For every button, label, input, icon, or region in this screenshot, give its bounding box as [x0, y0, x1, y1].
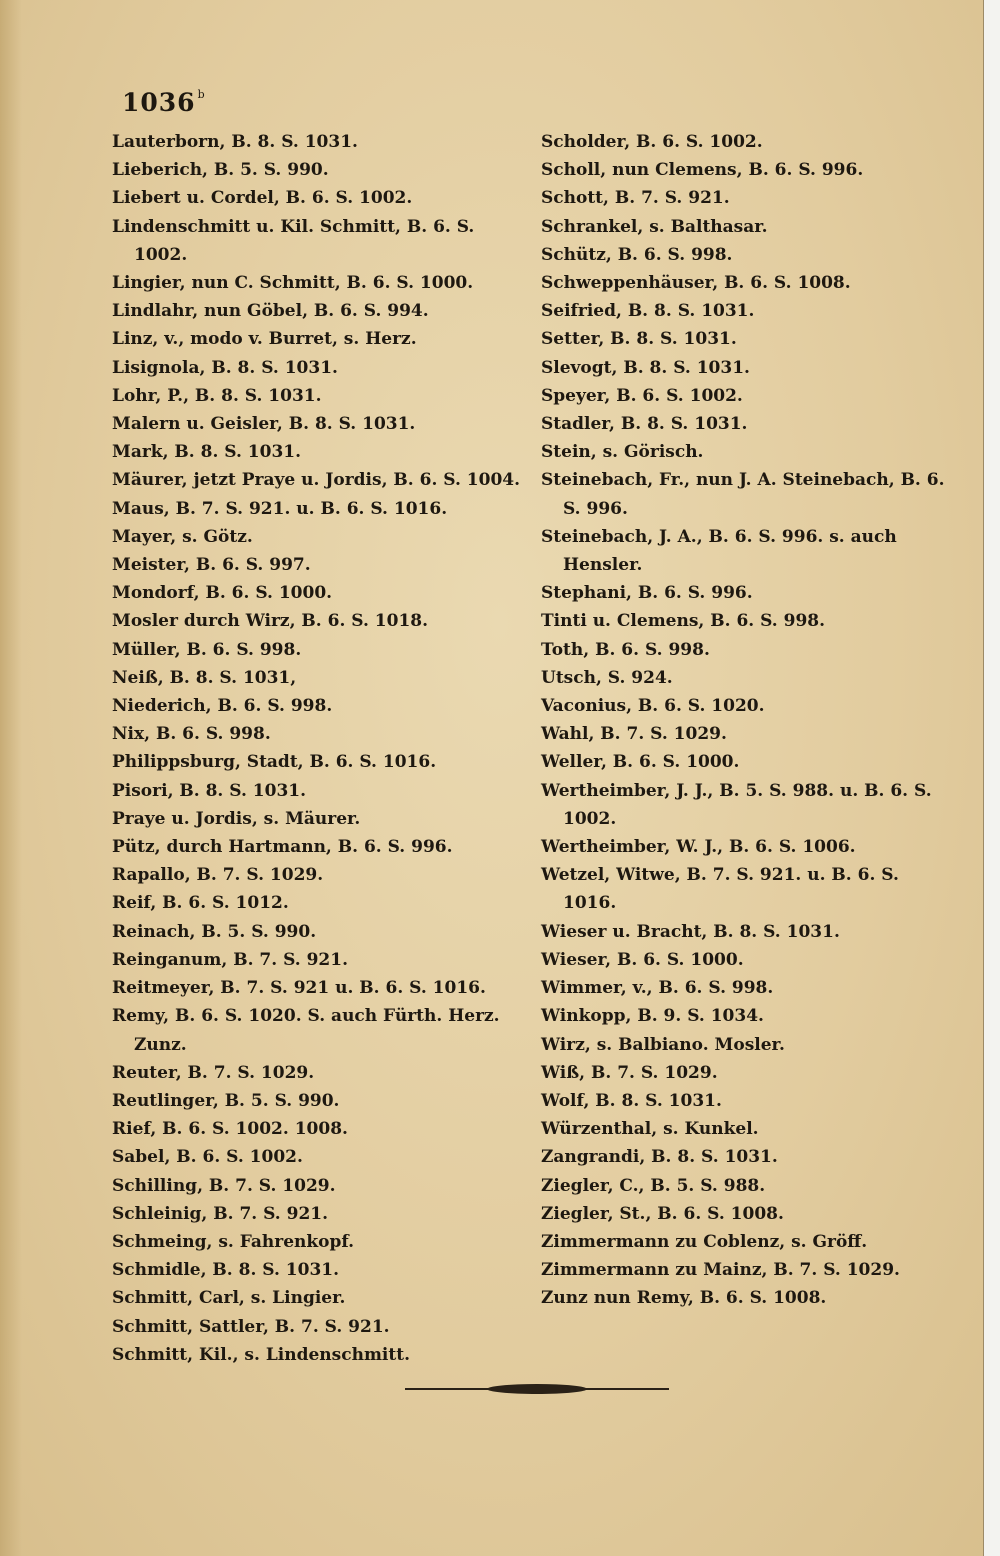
index-entry: Lingier, nun C. Schmitt, B. 6. S. 1000. [112, 273, 474, 294]
index-entry: Wimmer, v., B. 6. S. 998. [541, 978, 774, 999]
index-entry: Schmitt, Kil., s. Lindenschmitt. [112, 1344, 411, 1365]
index-entry: Stephani, B. 6. S. 996. [541, 583, 753, 604]
index-entry: Schott, B. 7. S. 921. [541, 188, 730, 209]
index-entry: Philippsburg, Stadt, B. 6. S. 1016. [112, 752, 437, 773]
rule-ornament [487, 1384, 587, 1394]
index-entry: Wahl, B. 7. S. 1029. [541, 724, 727, 745]
index-entry: Mondorf, B. 6. S. 1000. [112, 583, 333, 604]
page-number-suffix: b [197, 88, 206, 101]
index-entry: Wieser, B. 6. S. 1000. [541, 949, 744, 970]
index-entry: Toth, B. 6. S. 998. [541, 639, 710, 660]
index-entry: Schmitt, Sattler, B. 7. S. 921. [112, 1316, 390, 1337]
index-entry: Slevogt, B. 8. S. 1031. [541, 357, 750, 378]
index-entry: Wieser u. Bracht, B. 8. S. 1031. [541, 921, 840, 942]
index-entry: Steinebach, J. A., B. 6. S. 996. s. auch Hensler. [541, 526, 897, 576]
index-entry: Ziegler, St., B. 6. S. 1008. [541, 1203, 784, 1224]
index-column-right [541, 128, 946, 1313]
index-entry: Speyer, B. 6. S. 1002. [541, 385, 743, 406]
ornamental-rule [405, 1384, 669, 1394]
page-number-value: 1036 [122, 88, 196, 117]
index-entry: Schmidle, B. 8. S. 1031. [112, 1260, 340, 1281]
index-entry: Schleinig, B. 7. S. 921. [112, 1203, 329, 1224]
index-entry: Malern u. Geisler, B. 8. S. 1031. [112, 414, 416, 435]
index-entry: Schweppenhäuser, B. 6. S. 1008. [541, 273, 851, 294]
index-entry: Rief, B. 6. S. 1002. 1008. [112, 1119, 348, 1140]
index-entry: Stein, s. Görisch. [541, 442, 704, 463]
index-entry: Tinti u. Clemens, B. 6. S. 998. [541, 611, 826, 632]
index-entry: Wiß, B. 7. S. 1029. [541, 1062, 718, 1083]
index-entry: Ziegler, C., B. 5. S. 988. [541, 1175, 766, 1196]
index-entry: Nix, B. 6. S. 998. [112, 724, 271, 745]
index-entry: Meister, B. 6. S. 997. [112, 555, 311, 576]
index-entry: Niederich, B. 6. S. 998. [112, 696, 333, 717]
index-entry: Lieberich, B. 5. S. 990. [112, 160, 329, 181]
index-entry: Lauterborn, B. 8. S. 1031. [112, 132, 358, 152]
index-entry: Zimmermann zu Coblenz, s. Gröff. [541, 1231, 868, 1252]
index-entry: Steinebach, Fr., nun J. A. Steinebach, B. 6. S. 996. [541, 470, 945, 519]
index-entry: Seifried, B. 8. S. 1031. [541, 301, 755, 322]
index-entry: Lindenschmitt u. Kil. Schmitt, B. 6. S. 1002. [112, 216, 475, 265]
index-entry: Schmeing, s. Fahrenkopf. [112, 1231, 355, 1252]
gutter-shadow [0, 0, 22, 1556]
index-entry: Reinganum, B. 7. S. 921. [112, 949, 348, 970]
index-entry: Scholder, B. 6. S. 1002. [541, 132, 763, 152]
index-entry: Reinach, B. 5. S. 990. [112, 921, 317, 942]
index-entry: Wertheimber, J. J., B. 5. S. 988. u. B. 6. S. 1002. [541, 780, 932, 829]
index-entry: Mark, B. 8. S. 1031. [112, 442, 302, 463]
index-entry: Schilling, B. 7. S. 1029. [112, 1175, 336, 1196]
index-entry: Neiß, B. 8. S. 1031, [112, 667, 297, 688]
index-entry: Weller, B. 6. S. 1000. [541, 752, 740, 773]
index-entry: Pisori, B. 8. S. 1031. [112, 780, 307, 801]
index-entry: Remy, B. 6. S. 1020. S. auch Fürth. Herz. Zunz. [112, 1006, 500, 1055]
index-entry: Schmitt, Carl, s. Lingier. [112, 1288, 346, 1309]
index-entry: Utsch, S. 924. [541, 667, 673, 688]
index-entry: Müller, B. 6. S. 998. [112, 639, 302, 660]
index-entry: Liebert u. Cordel, B. 6. S. 1002. [112, 188, 413, 209]
index-entry: Scholl, nun Clemens, B. 6. S. 996. [541, 160, 864, 181]
index-entry: Reitmeyer, B. 7. S. 921 u. B. 6. S. 1016. [112, 978, 486, 999]
index-entry: Würzenthal, s. Kunkel. [541, 1119, 759, 1140]
index-entry: Wirz, s. Balbiano. Mosler. [541, 1034, 785, 1055]
page-edge [983, 0, 1000, 1556]
index-entry: Lisignola, B. 8. S. 1031. [112, 357, 338, 378]
index-entry: Schütz, B. 6. S. 998. [541, 244, 733, 265]
index-entry: Zangrandi, B. 8. S. 1031. [541, 1147, 778, 1168]
index-entry: Wertheimber, W. J., B. 6. S. 1006. [541, 837, 856, 858]
index-entry: Lohr, P., B. 8. S. 1031. [112, 385, 322, 406]
index-entry: Stadler, B. 8. S. 1031. [541, 414, 748, 435]
index-entry: Maus, B. 7. S. 921. u. B. 6. S. 1016. [112, 498, 448, 519]
index-entry: Reuter, B. 7. S. 1029. [112, 1062, 315, 1083]
index-entry: Schrankel, s. Balthasar. [541, 216, 768, 237]
index-entry: Reif, B. 6. S. 1012. [112, 893, 289, 914]
index-entry: Mayer, s. Götz. [112, 526, 253, 547]
index-entry: Wetzel, Witwe, B. 7. S. 921. u. B. 6. S. 1016. [541, 865, 899, 914]
page-number [122, 88, 206, 117]
index-entry: Praye u. Jordis, s. Mäurer. [112, 808, 361, 829]
index-entry: Zunz nun Remy, B. 6. S. 1008. [541, 1288, 827, 1309]
index-entry: Zimmermann zu Mainz, B. 7. S. 1029. [541, 1260, 900, 1281]
index-entry: Pütz, durch Hartmann, B. 6. S. 996. [112, 837, 453, 858]
index-entry: Setter, B. 8. S. 1031. [541, 329, 737, 350]
index-entry: Mäurer, jetzt Praye u. Jordis, B. 6. S. 1004. [112, 470, 521, 491]
index-entry: Linz, v., modo v. Burret, s. Herz. [112, 329, 417, 350]
index-entry: Winkopp, B. 9. S. 1034. [541, 1006, 764, 1027]
index-entry: Vaconius, B. 6. S. 1020. [541, 696, 765, 717]
index-entry: Lindlahr, nun Göbel, B. 6. S. 994. [112, 301, 429, 322]
index-entry: Rapallo, B. 7. S. 1029. [112, 865, 324, 886]
index-entry: Wolf, B. 8. S. 1031. [541, 1090, 722, 1111]
index-entry: Sabel, B. 6. S. 1002. [112, 1147, 303, 1168]
index-entry: Reutlinger, B. 5. S. 990. [112, 1090, 340, 1111]
index-entry: Mosler durch Wirz, B. 6. S. 1018. [112, 611, 429, 632]
index-column-left [112, 128, 532, 1369]
